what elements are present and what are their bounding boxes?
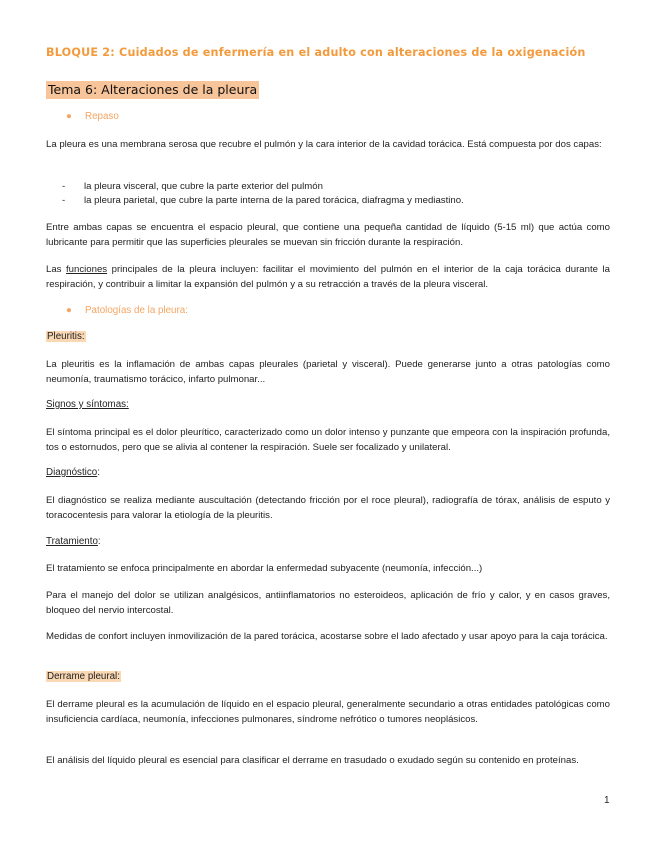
page-number: 1 <box>604 795 610 806</box>
bullet-patologias-label: Patologías de la pleura: <box>85 305 188 316</box>
diagnostico-title: Diagnóstico <box>46 467 98 478</box>
dash-icon: - <box>62 181 66 192</box>
tratamiento-title: Tratamiento <box>46 536 98 547</box>
paragraph-pleuritis: La pleuritis es la inflamación de ambas capas pleurales (parietal y visceral). Puede generarse junto a otras patologías como neumonía, traumatismo torácico, infarto pulmonar... <box>46 359 610 385</box>
paragraph-intro: La pleura es una membrana serosa que recubre el pulmón y la cara interior de la cavidad torácica. Está compuesta por dos capas: <box>46 139 602 150</box>
list-item-text: la pleura parietal, que cubre la parte interna de la pared torácica, diafragma y mediastino. <box>84 195 464 206</box>
paragraph-espacio: Entre ambas capas se encuentra el espacio pleural, que contiene una pequeña cantidad de líquido (5-15 ml) que actúa como lubricante para permitir que las superficies pleurales se muevan sin fricción durante la respiración. <box>46 222 610 248</box>
funciones-word: funciones <box>66 264 108 275</box>
paragraph-diagnostico: El diagnóstico se realiza mediante auscultación (detectando fricción por el roce pleural), radiografía de tórax, análisis de esputo y toracocentesis para valorar la etiología de la pleuritis. <box>46 495 610 521</box>
pleuritis-title: Pleuritis: <box>47 331 85 342</box>
diagnostico-heading <box>46 466 100 480</box>
signos-heading <box>46 398 129 412</box>
bullet-repaso <box>66 109 119 124</box>
paragraph-tratamiento-1: El tratamiento se enfoca principalmente en abordar la enfermedad subyacente (neumonía, infección...) <box>46 563 483 574</box>
tratamiento-heading <box>46 535 101 549</box>
derrame-title: Derrame pleural: <box>47 671 120 682</box>
dash-icon: - <box>62 195 66 206</box>
paragraph-derrame-2: El análisis del líquido pleural es esencial para clasificar el derrame en trasudado o exudado según su contenido en proteínas. <box>46 755 579 766</box>
block-header: BLOQUE 2: Cuidados de enfermería en el adulto con alteraciones de la oxigenación <box>46 46 586 59</box>
bullet-dot-icon: ● <box>66 305 72 316</box>
list-item-text: la pleura visceral, que cubre la parte exterior del pulmón <box>84 181 323 192</box>
paragraph-funciones <box>46 262 610 292</box>
paragraph-signos: El síntoma principal es el dolor pleurítico, caracterizado como un dolor intenso y punzante que empeora con la inspiración profunda, tos o estornudos, pero que se alivia al contener la respiración. Suele ser focalizado y unilateral. <box>46 427 610 453</box>
topic-title: Tema 6: Alteraciones de la pleura <box>48 82 258 97</box>
list-item <box>46 179 323 194</box>
bullet-repaso-label: Repaso <box>85 111 119 122</box>
funciones-post: principales de la pleura incluyen: facilitar el movimiento del pulmón en el interior de la caja torácica durante la respiración, y contribuir a limitar la expansión del pulmón y a su retracción a través de la pleura visceral. <box>46 264 610 290</box>
signos-title: Signos y síntomas: <box>46 399 129 410</box>
derrame-heading <box>46 670 121 684</box>
tratamiento-colon: : <box>97 536 101 547</box>
bullet-dot-icon: ● <box>66 111 72 122</box>
bullet-patologias <box>66 303 188 318</box>
list-item <box>46 193 464 208</box>
funciones-pre: Las <box>46 264 67 275</box>
diagnostico-colon: : <box>97 467 100 478</box>
paragraph-tratamiento-2: Para el manejo del dolor se utilizan analgésicos, antiinflamatorios no esteroideos, aplicación de frío y calor, y en casos graves, bloqueo del nervio intercostal. <box>46 590 610 616</box>
pleuritis-heading <box>46 330 86 344</box>
paragraph-derrame-1: El derrame pleural es la acumulación de líquido en el espacio pleural, generalmente secundario a otras entidades patológicas como insuficiencia cardíaca, neumonía, infecciones pulmonares, síndrome nefrótico o tumores neoplásicos. <box>46 699 610 725</box>
paragraph-tratamiento-3: Medidas de confort incluyen inmovilización de la pared torácica, acostarse sobre el lado afectado y usar apoyo para la caja torácica. <box>46 631 608 642</box>
